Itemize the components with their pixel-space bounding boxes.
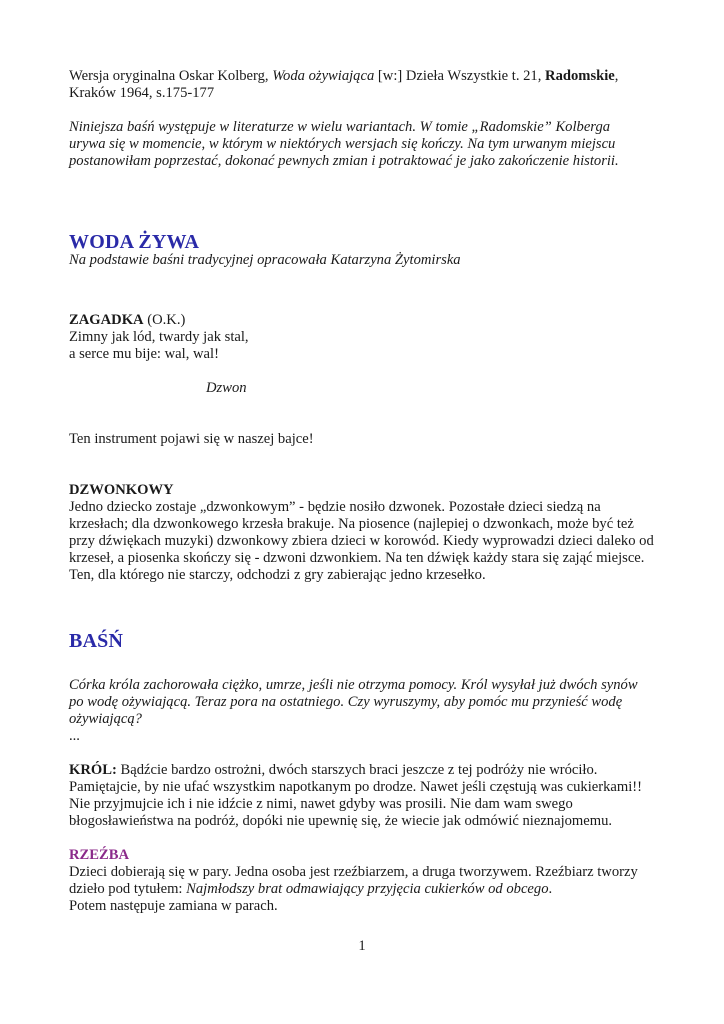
source-mid: [w:] Dzieła Wszystkie t. 21, — [377, 68, 542, 84]
source-citation — [69, 68, 656, 85]
game-line: krzeseł, a piosenka skończy się - dzwoni dzwonkiem. Na ten dźwięk każdy stara się zająć miejsce. — [69, 550, 645, 566]
page-number: 1 — [358, 938, 366, 954]
source-title: Woda ożywiająca — [272, 68, 375, 84]
document-title: WODA ŻYWA — [69, 231, 200, 253]
king-line: Pamiętajcie, by nie ufać wszystkim napotkanym po drodze. Nawet jeśli częstują was cukierkami!! — [69, 779, 643, 795]
riddle-note: Ten instrument pojawi się w naszej bajce! — [69, 431, 314, 447]
sculpture-line2-italic: Najmłodszy brat odmawiający przyjęcia cukierków od obcego — [186, 881, 549, 897]
intro-note-line: urywa się w momencie, w którym w niektórych wersjach się kończy. Na tym urwanym miejscu — [69, 136, 616, 152]
game-line: Jedno dziecko zostaje „dzwonkowym” - będzie nosiło dzwonek. Pozostałe dzieci siedzą na — [69, 499, 601, 515]
sculpture-section — [69, 847, 656, 915]
riddle-line: Zimny jak lód, twardy jak stal, — [69, 329, 249, 345]
riddle-heading-line — [69, 312, 656, 329]
sculpture-line2-suffix: . — [548, 881, 553, 897]
sculpture-heading: RZEŹBA — [69, 847, 130, 863]
story-intro-line: ożywiającą? — [69, 711, 142, 727]
story-intro-line: Córka króla zachorowała ciężko, umrze, jeśli nie otrzyma pomocy. Król wysyłał już dwóch synów — [69, 677, 638, 693]
sculpture-line: Dzieci dobierają się w pary. Jedna osoba jest rzeźbiarzem, a druga tworzywem. Rzeźbiarz tworzy — [69, 864, 638, 880]
story-ellipsis: ... — [69, 728, 80, 744]
source-suffix: , — [614, 68, 619, 84]
riddle-section — [69, 312, 656, 448]
story-intro — [69, 677, 656, 745]
riddle-heading-suffix: (O.K.) — [143, 312, 186, 328]
source-line2: Kraków 1964, s.175-177 — [69, 85, 215, 101]
sculpture-line2-prefix: dzieło pod tytułem: — [69, 881, 187, 897]
source-prefix: Wersja oryginalna Oskar Kolberg, — [69, 68, 269, 84]
king-line: błogosławieństwa na podróż, dopóki nie upewnię się, że wiecie jak odmówić nieznajomemu. — [69, 813, 613, 829]
document-page — [69, 68, 656, 915]
story-intro-line: po wodę ożywiającą. Teraz pora na ostatniego. Czy wyruszymy, aby pomóc mu przynieść wodę — [69, 694, 623, 710]
king-label: KRÓL: — [69, 762, 117, 778]
game-line: Ten, dla którego nie starczy, odchodzi z gry zabierając jedno krzesełko. — [69, 567, 486, 583]
document-subtitle: Na podstawie baśni tradycyjnej opracowała Katarzyna Żytomirska — [69, 252, 461, 268]
intro-note-line: postanowiłam poprzestać, dokonać pewnych zmian i potraktować je jako zakończenie historii. — [69, 153, 619, 169]
sculpture-line — [69, 881, 656, 898]
sculpture-line: Potem następuje zamiana w parach. — [69, 898, 278, 914]
game-line: przy dźwiękach muzyki) dzwonkowy zbiera dzieci w korowód. Kiedy wyprowadzi dzieci daleko od — [69, 533, 654, 549]
story-heading: BAŚŃ — [69, 630, 124, 652]
game-line: krzesłach; dla dzwonkowego krzesła brakuje. Na piosence (najlepiej o dzwonkach, może być też — [69, 516, 634, 532]
king-speech — [69, 762, 656, 830]
game-heading: DZWONKOWY — [69, 482, 174, 498]
intro-note-line: Niniejsza baśń występuje w literaturze w wielu wariantach. W tomie „Radomskie” Kolberga — [69, 119, 611, 135]
riddle-heading: ZAGADKA — [69, 312, 144, 328]
king-line — [69, 762, 656, 779]
riddle-line: a serce mu bije: wal, wal! — [69, 346, 219, 362]
king-line-text: Bądźcie bardzo ostrożni, dwóch starszych braci jeszcze z tej podróży nie wróciło. — [116, 762, 598, 778]
king-line: Nie przyjmujcie ich i nie idźcie z nimi, nawet gdyby was prosili. Nie dam wam swego — [69, 796, 573, 812]
source-volume: Radomskie — [545, 68, 615, 84]
intro-note — [69, 119, 656, 170]
riddle-answer: Dzwon — [206, 380, 247, 396]
game-section — [69, 482, 656, 584]
